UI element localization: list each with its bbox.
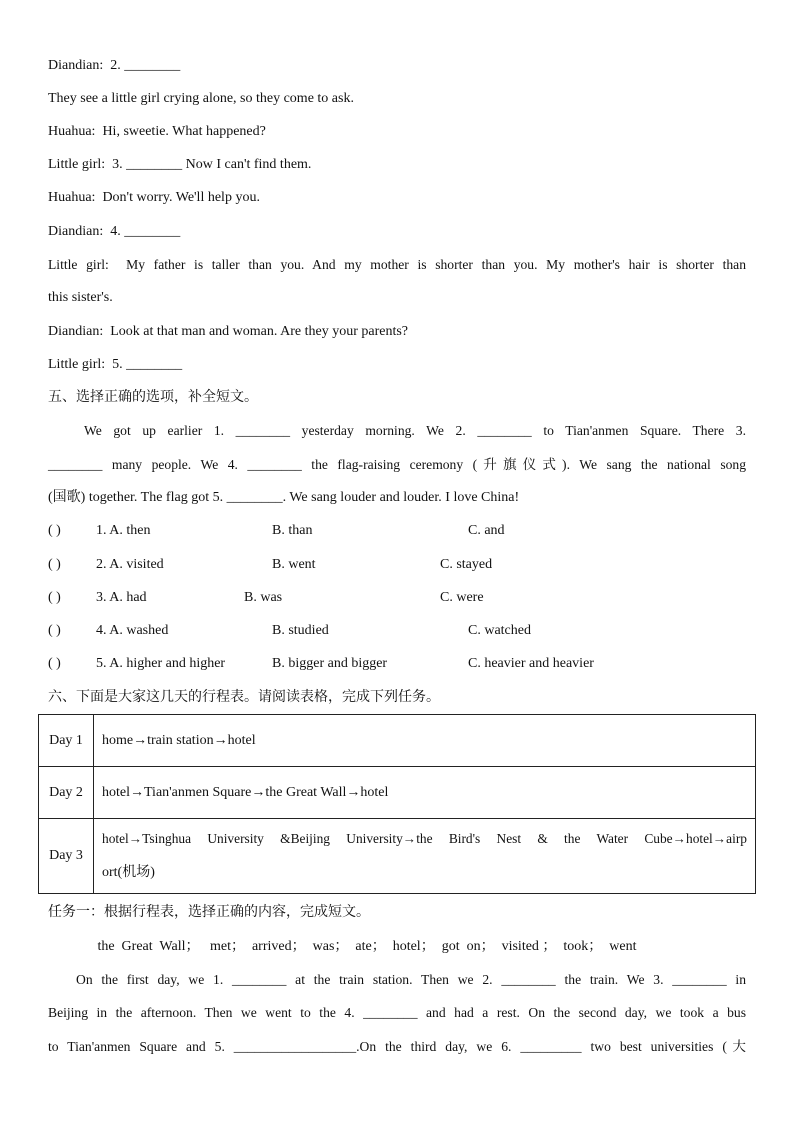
- speaker: Huahua:: [48, 190, 96, 205]
- passage-line: We got up earlier 1. ________ yesterday morning. We 2. ________ to Tian'anmen Square. There 3.: [84, 423, 746, 438]
- dialogue-text: Don't worry. We'll help you.: [102, 190, 260, 205]
- dialogue-line: [48, 57, 746, 75]
- dialogue-line: [48, 123, 746, 141]
- route-line: hotel→Tsinghua University &Beijing University→the Bird's Nest & the Water Cube→hotel→airp: [102, 831, 747, 846]
- day-cell: Day 3: [39, 819, 94, 894]
- dialogue-text: 3. ________ Now I can't find them.: [112, 157, 312, 172]
- speaker: Little girl:: [48, 357, 106, 372]
- option-b: B. bigger and bigger: [272, 656, 388, 671]
- day-cell: Day 1: [39, 715, 94, 767]
- option-a: 2. A. visited: [96, 557, 164, 572]
- passage-line: On the first day, we 1. ________ at the train station. Then we 2. ________ the train. We 3. ________ in: [76, 972, 746, 987]
- dialogue-text: My father is taller than you. And my mother is shorter than you. My mother's hair is shorter than: [126, 257, 746, 272]
- itinerary-table: [38, 714, 756, 894]
- dialogue-text: Hi, sweetie. What happened?: [102, 124, 266, 139]
- dialogue-line: [48, 256, 746, 274]
- answer-blank[interactable]: ( ): [48, 590, 61, 605]
- dialogue-text: 5. ________: [112, 357, 183, 372]
- option-a: 4. A. washed: [96, 623, 169, 638]
- dialogue-text: this sister's.: [48, 290, 113, 305]
- speaker: Little girl:: [48, 157, 106, 172]
- dialogue-line: [48, 189, 746, 207]
- dialogue-text: 2. ________: [110, 58, 181, 73]
- route-cell: hotel→Tian'anmen Square→the Great Wall→hotel: [94, 767, 756, 819]
- dialogue-continuation: [48, 289, 746, 307]
- option-b: B. went: [272, 557, 316, 572]
- passage-line: (国歌) together. The flag got 5. ________. We sang louder and louder. I love China!: [48, 490, 520, 505]
- answer-blank[interactable]: ( ): [48, 557, 61, 572]
- option-a: 3. A. had: [96, 590, 147, 605]
- speaker: Diandian:: [48, 324, 104, 339]
- speaker: Diandian:: [48, 58, 104, 73]
- word-bank: the Great Wall； met； arrived； was； ate； hotel； got on； visited ； took； went: [97, 939, 637, 954]
- option-c: C. stayed: [440, 557, 493, 572]
- option-c: C. and: [468, 523, 505, 538]
- dialogue-line: [48, 156, 746, 174]
- dialogue-line: [48, 323, 746, 341]
- table-row: [39, 715, 756, 767]
- speaker: Huahua:: [48, 124, 96, 139]
- option-b: B. studied: [272, 623, 329, 638]
- option-a: 5. A. higher and higher: [96, 656, 226, 671]
- option-a: 1. A. then: [96, 523, 151, 538]
- option-c: C. watched: [468, 623, 531, 638]
- passage-line: ________ many people. We 4. ________ the flag-raising ceremony (升旗仪式). We sang the national song: [48, 457, 746, 472]
- passage-line: to Tian'anmen Square and 5. __________________.On the third day, we 6. _________ two best universities (大: [48, 1039, 746, 1054]
- answer-blank[interactable]: ( ): [48, 656, 61, 671]
- table-row: [39, 819, 756, 894]
- option-b: B. than: [272, 523, 313, 538]
- option-c: C. heavier and heavier: [468, 656, 594, 671]
- route-line: ort(机场): [102, 865, 155, 880]
- day-cell: Day 2: [39, 767, 94, 819]
- speaker: Diandian:: [48, 224, 104, 239]
- option-c: C. were: [440, 590, 484, 605]
- narration-line: [48, 90, 746, 108]
- dialogue-line: [48, 223, 746, 241]
- table-row: [39, 767, 756, 819]
- dialogue-text: Look at that man and woman. Are they your parents?: [110, 324, 409, 339]
- section-heading: 六、下面是大家这几天的行程表。请阅读表格，完成下列任务。: [48, 690, 440, 705]
- speaker: Little girl:: [48, 257, 109, 272]
- dialogue-text: 4. ________: [110, 224, 181, 239]
- passage-line: Beijing in the afternoon. Then we went to the 4. ________ and had a rest. On the second day, we took a bus: [48, 1005, 746, 1020]
- task-heading: 任务一：根据行程表，选择正确的内容，完成短文。: [48, 905, 370, 920]
- answer-blank[interactable]: ( ): [48, 523, 61, 538]
- section-heading: 五、选择正确的选项，补全短文。: [48, 390, 258, 405]
- route-cell: home→train station→hotel: [94, 715, 756, 767]
- dialogue-line: [48, 356, 746, 374]
- route-cell: [94, 819, 756, 894]
- option-b: B. was: [244, 590, 283, 605]
- answer-blank[interactable]: ( ): [48, 623, 61, 638]
- dialogue-text: They see a little girl crying alone, so they come to ask.: [48, 91, 354, 106]
